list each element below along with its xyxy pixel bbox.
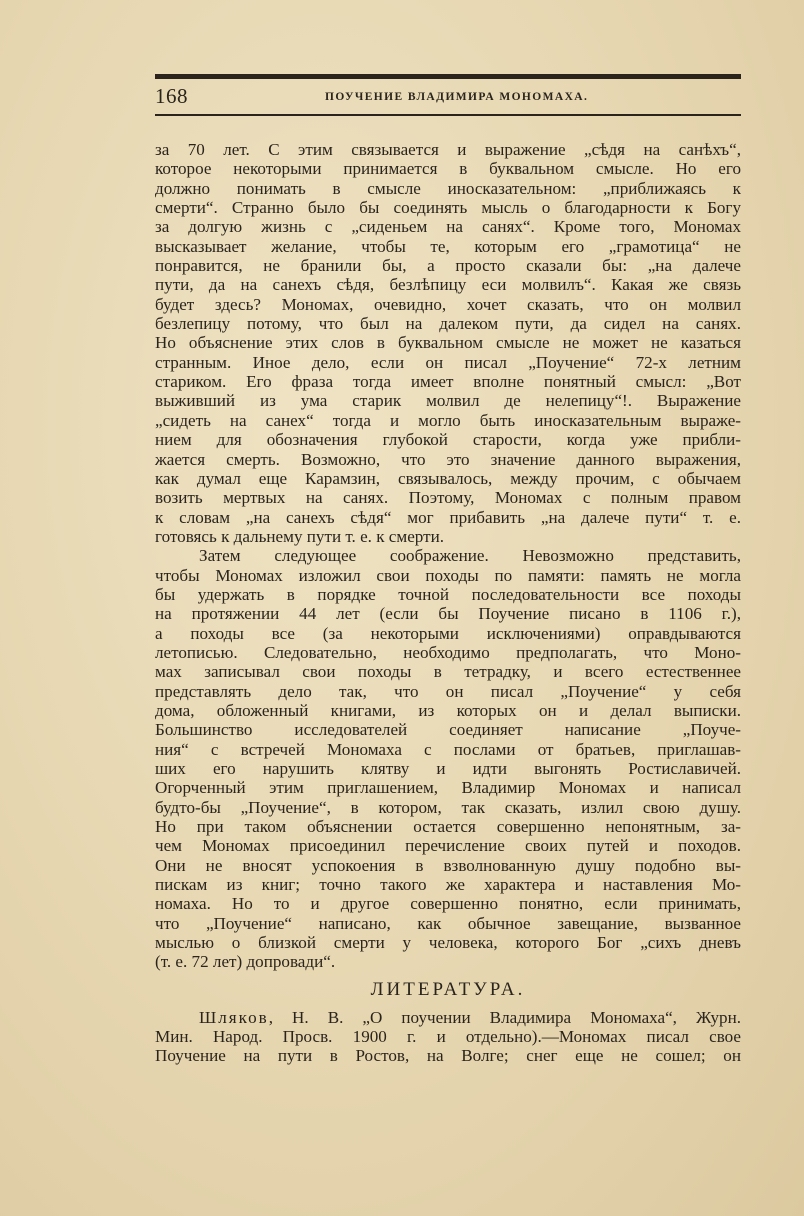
text-line: Затем следующее соображение. Невозможно представить,	[199, 546, 741, 566]
text-line: чем Мономах присоединил перечисление своих путей и походов.	[155, 836, 741, 856]
text-line: ния“ с встречей Мономаха с послами от братьев, приглашав-	[155, 739, 741, 759]
running-title: ПОУЧЕНИЕ ВЛАДИМИРА МОНОМАХА.	[325, 91, 589, 103]
text-line: Но объяснение этих слов в буквальном смысле не может не казаться	[155, 333, 741, 353]
body-text	[155, 140, 741, 1066]
header-rule-bottom	[155, 114, 741, 116]
text-line: дома, обложенный книгами, из которых он и делал выписки.	[155, 700, 741, 720]
literature-author: Шляков	[199, 1007, 269, 1027]
text-line: Огорченный этим приглашением, Владимир Мономах и написал	[155, 778, 741, 798]
text-line: что „Поучение“ написано, как обычное завещание, вызванное	[155, 913, 741, 933]
text-line: бы удержать в порядке точной последовательности все походы	[155, 584, 741, 604]
literature-line: Шляков, Н. В. „О поучении Владимира Мономаха“, Журн.	[199, 1007, 741, 1027]
paragraph-2	[155, 546, 741, 972]
text-line: будто-бы „Поучение“, в котором, так сказать, излил свою душу.	[155, 797, 741, 817]
text-line: представлять дело так, что он писал „Поучение“ у себя	[155, 681, 741, 701]
text-line: Большинство исследователей соединяет написание „Поуче-	[155, 720, 741, 740]
text-line: за долгую жизнь с „сиденьем на санях“. Кроме того, Мономах	[155, 217, 741, 237]
text-line: „сидеть на санех“ тогда и могло быть иносказательным выраже-	[155, 410, 741, 430]
text-line: должно понимать в смысле иносказательном: „приближаясь к	[155, 178, 741, 198]
text-line: на протяжении 44 лет (если бы Поучение писано в 1106 г.),	[155, 604, 741, 624]
page-header	[155, 82, 741, 112]
text-line: будет здесь? Мономах, очевидно, хочет сказать, что он молвил	[155, 294, 741, 314]
literature-heading: ЛИТЕРАТУРА.	[370, 978, 526, 1000]
literature-line: Поучение на пути в Ростов, на Волге; снег еще не сошел; он	[155, 1046, 741, 1066]
paragraph-1	[155, 140, 741, 546]
text-line: понравится, не бранили бы, а просто сказали бы: „на далече	[155, 256, 741, 276]
text-line: пути, да на санехъ сѣдя, безлѣпицу еси молвилъ“. Какая же связь	[155, 275, 741, 295]
text-line: высказывает желание, чтобы те, которым его „грамотица“ не	[155, 236, 741, 256]
text-line: возить мертвых на санях. Поэтому, Мономах с полным правом	[155, 488, 741, 508]
text-line: а походы все (за некоторыми исключениями) оправдываются	[155, 623, 741, 643]
text-line: ших его нарушить клятву и идти выгонять Ростиславичей.	[155, 759, 741, 778]
text-line: Они не вносят успокоения в взволнованную душу подобно вы-	[155, 855, 741, 875]
text-line: безлепицу потому, что был на далеком пути, да сидел на санях.	[155, 314, 741, 334]
text-line: смерти“. Странно было бы соединять мысль о благодарности к Богу	[155, 198, 741, 218]
text-line: жается смерть. Возможно, что это значение данного выражения,	[155, 449, 741, 469]
text-line: стариком. Его фраза тогда имеет вполне понятный смысл: „Вот	[155, 372, 741, 392]
text-line: летописью. Следовательно, необходимо предполагать, что Моно-	[155, 642, 741, 662]
text-line: к словам „на санехъ сѣдя“ мог прибавить „на далече пути“ т. е.	[155, 507, 741, 527]
text-line: пискам из книг; точно такого же характера и наставления Мо-	[155, 875, 741, 895]
literature-line: Мин. Народ. Просв. 1900 г. и отдельно).—Мономах писал свое	[155, 1027, 741, 1047]
literature-entry	[155, 1008, 741, 1066]
text-line: выживший из ума старик молвил де нелепицу“!. Выражение	[155, 391, 741, 411]
text-line: за 70 лет. С этим связывается и выражение „сѣдя на санѣхъ“,	[155, 140, 741, 159]
text-line: которое некоторыми принимается в буквальном смысле. Но его	[155, 159, 741, 179]
header-rule-top	[155, 74, 741, 79]
text-line: готовясь к дальнему пути т. е. к смерти.	[155, 526, 445, 546]
text-line: мах записывал свои походы в тетрадку, и всего естественнее	[155, 662, 741, 682]
page-number: 168	[155, 84, 188, 108]
text-line: странным. Иное дело, если он писал „Поучение“ 72-х летним	[155, 352, 741, 372]
text-line: номаха. Но то и другое совершенно понятно, если принимать,	[155, 894, 741, 914]
text-line: мыслью о близкой смерти у человека, которого Бог „сихъ дневъ	[155, 933, 741, 953]
text-line: (т. е. 72 лет) допровади“.	[155, 952, 336, 972]
text-line: чтобы Мономах изложил свои походы по памяти: память не могла	[155, 565, 741, 585]
text-line: нием для обозначения глубокой старости, когда уже прибли-	[155, 430, 741, 450]
text-line: Но при таком объяснении остается совершенно непонятным, за-	[155, 817, 741, 837]
text-line: как думал еще Карамзин, связывалось, между прочим, с обычаем	[155, 468, 741, 488]
